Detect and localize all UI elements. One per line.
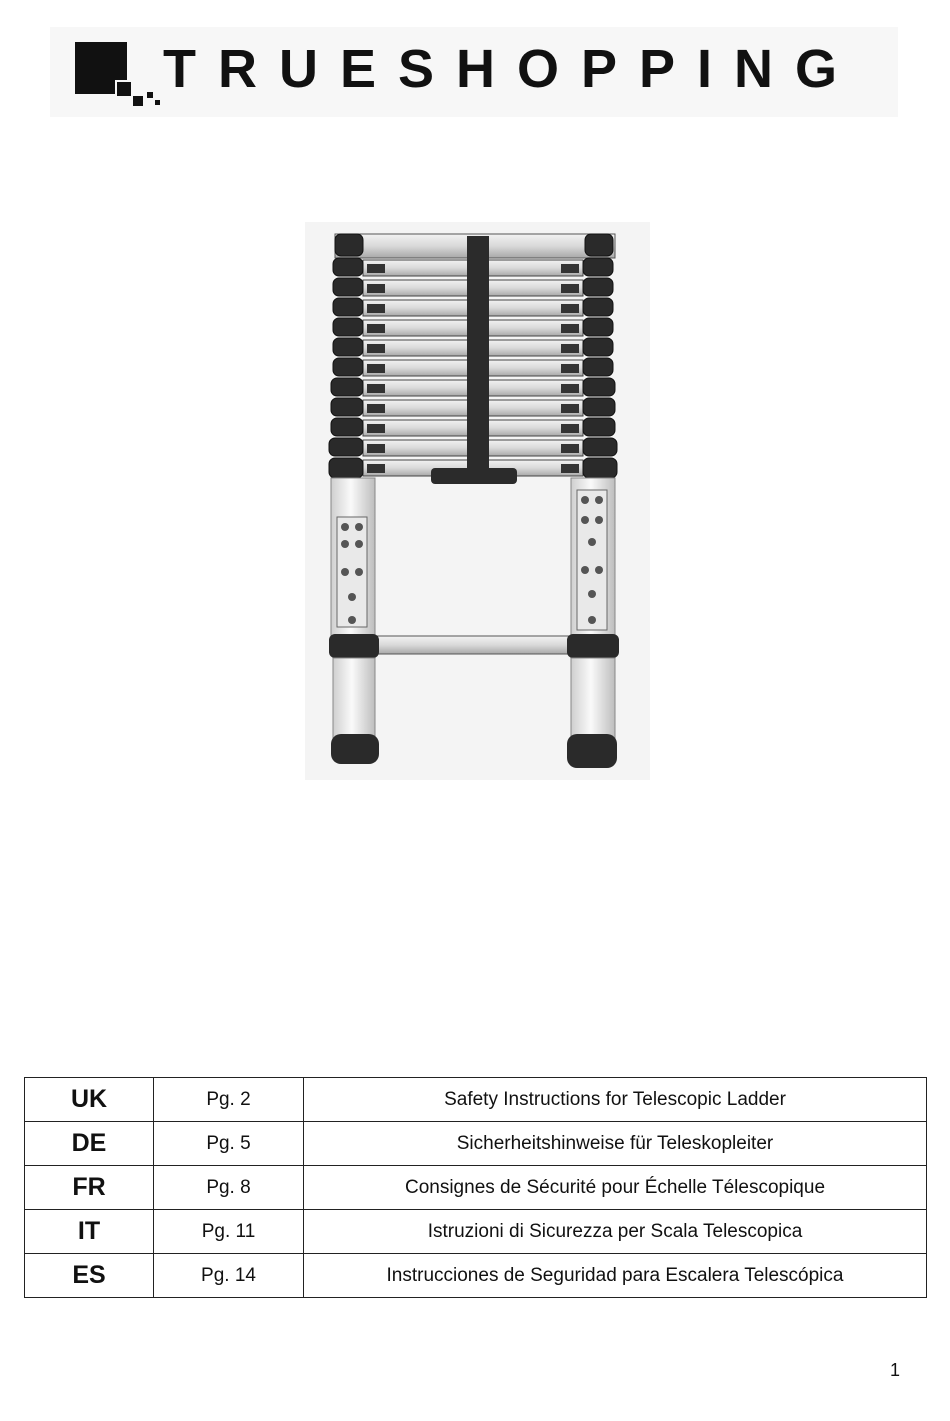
table-row	[25, 1254, 927, 1298]
lang-code: FR	[25, 1166, 154, 1210]
telescopic-ladder-photo-icon	[305, 222, 650, 780]
table-row	[25, 1122, 927, 1166]
table-row	[25, 1166, 927, 1210]
section-title: Consignes de Sécurité pour Échelle Télescopique	[304, 1166, 927, 1210]
page-ref: Pg. 5	[154, 1122, 304, 1166]
section-title: Istruzioni di Sicurezza per Scala Telescopica	[304, 1210, 927, 1254]
lang-code: IT	[25, 1210, 154, 1254]
section-title: Safety Instructions for Telescopic Ladder	[304, 1078, 927, 1122]
brand-logo	[50, 27, 898, 117]
brand-name: TRUESHOPPING	[163, 39, 860, 99]
lang-code: UK	[25, 1078, 154, 1122]
page-ref: Pg. 2	[154, 1078, 304, 1122]
section-title: Instrucciones de Seguridad para Escalera Telescópica	[304, 1254, 927, 1298]
page-ref: Pg. 14	[154, 1254, 304, 1298]
lang-code: DE	[25, 1122, 154, 1166]
page-ref: Pg. 11	[154, 1210, 304, 1254]
page-ref: Pg. 8	[154, 1166, 304, 1210]
page-number: 1	[889, 1360, 900, 1380]
language-toc-table	[24, 1077, 927, 1298]
square-pixel-logo-icon	[75, 42, 165, 112]
section-title: Sicherheitshinweise für Teleskopleiter	[304, 1122, 927, 1166]
lang-code: ES	[25, 1254, 154, 1298]
table-row	[25, 1210, 927, 1254]
table-row	[25, 1078, 927, 1122]
